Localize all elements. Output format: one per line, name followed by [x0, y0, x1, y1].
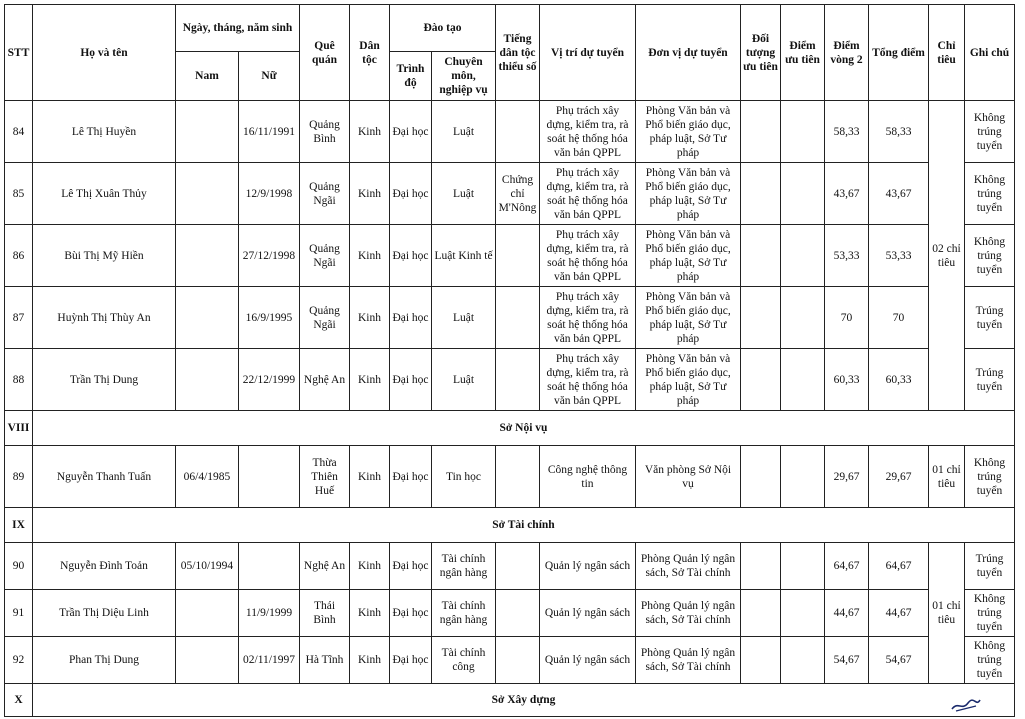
- header-ethnicity: Dân tộc: [350, 5, 390, 101]
- cell-notes: Không trúng tuyển: [965, 163, 1015, 225]
- cell-female-dob: 02/11/1997: [239, 637, 300, 684]
- cell-unit: Phòng Quản lý ngân sách, Sở Tài chính: [636, 590, 741, 637]
- cell-round2-score: 58,33: [825, 101, 869, 163]
- cell-ethnicity: Kinh: [350, 446, 390, 508]
- cell-female-dob: 11/9/1999: [239, 590, 300, 637]
- cell-stt: 87: [5, 287, 33, 349]
- cell-unit: Phòng Quản lý ngân sách, Sở Tài chính: [636, 637, 741, 684]
- cell-priority-group: [741, 543, 781, 590]
- header-notes: Ghi chú: [965, 5, 1015, 101]
- cell-notes: Không trúng tuyển: [965, 225, 1015, 287]
- header-priority-group: Đối tượng ưu tiên: [741, 5, 781, 101]
- cell-notes: Không trúng tuyển: [965, 637, 1015, 684]
- cell-male-dob: 06/4/1985: [176, 446, 239, 508]
- header-total-score: Tổng điểm: [869, 5, 929, 101]
- table-row: [5, 163, 1015, 225]
- cell-priority-group: [741, 446, 781, 508]
- cell-ethnicity: Kinh: [350, 349, 390, 411]
- cell-specialty: Luật: [432, 349, 496, 411]
- cell-name: Bùi Thị Mỹ Hiền: [33, 225, 176, 287]
- cell-hometown: Nghệ An: [300, 349, 350, 411]
- cell-position: Phụ trách xây dựng, kiểm tra, rà soát hệ thống hóa văn bản QPPL: [540, 287, 636, 349]
- cell-ethnicity: Kinh: [350, 637, 390, 684]
- cell-total-score: 53,33: [869, 225, 929, 287]
- cell-position: Phụ trách xây dựng, kiểm tra, rà soát hệ thống hóa văn bản QPPL: [540, 163, 636, 225]
- cell-notes: Không trúng tuyển: [965, 101, 1015, 163]
- header-full-name: Họ và tên: [33, 5, 176, 101]
- cell-unit: Phòng Văn bản và Phổ biến giáo dục, pháp luật, Sở Tư pháp: [636, 349, 741, 411]
- cell-female-dob: 16/9/1995: [239, 287, 300, 349]
- header-male: Nam: [176, 52, 239, 101]
- cell-total-score: 64,67: [869, 543, 929, 590]
- cell-hometown: Quảng Bình: [300, 101, 350, 163]
- cell-notes: Trúng tuyển: [965, 349, 1015, 411]
- cell-minority-language: [496, 101, 540, 163]
- section-row: [5, 684, 1015, 717]
- cell-priority-points: [781, 637, 825, 684]
- cell-stt: 88: [5, 349, 33, 411]
- cell-name: Lê Thị Huyền: [33, 101, 176, 163]
- cell-specialty: Tài chính công: [432, 637, 496, 684]
- cell-position: Quản lý ngân sách: [540, 543, 636, 590]
- cell-position: Phụ trách xây dựng, kiểm tra, rà soát hệ thống hóa văn bản QPPL: [540, 225, 636, 287]
- cell-unit: Phòng Văn bản và Phổ biến giáo dục, pháp luật, Sở Tư pháp: [636, 163, 741, 225]
- cell-priority-group: [741, 349, 781, 411]
- cell-quota: 01 chỉ tiêu: [929, 446, 965, 508]
- cell-male-dob: [176, 287, 239, 349]
- table-row: [5, 590, 1015, 637]
- table-row: [5, 349, 1015, 411]
- header-female: Nữ: [239, 52, 300, 101]
- cell-priority-group: [741, 101, 781, 163]
- cell-level: Đại học: [390, 637, 432, 684]
- section-title: Sở Tài chính: [33, 508, 1015, 543]
- cell-minority-language: [496, 637, 540, 684]
- cell-level: Đại học: [390, 446, 432, 508]
- header-position: Vị trí dự tuyển: [540, 5, 636, 101]
- cell-total-score: 58,33: [869, 101, 929, 163]
- cell-minority-language: Chứng chỉ M'Nông: [496, 163, 540, 225]
- cell-level: Đại học: [390, 349, 432, 411]
- cell-notes: Trúng tuyển: [965, 287, 1015, 349]
- cell-unit: Phòng Văn bản và Phổ biến giáo dục, pháp luật, Sở Tư pháp: [636, 287, 741, 349]
- table-row: [5, 446, 1015, 508]
- cell-specialty: Tin học: [432, 446, 496, 508]
- cell-position: Phụ trách xây dựng, kiểm tra, rà soát hệ thống hóa văn bản QPPL: [540, 101, 636, 163]
- cell-unit: Phòng Quản lý ngân sách, Sở Tài chính: [636, 543, 741, 590]
- cell-minority-language: [496, 349, 540, 411]
- cell-position: Công nghệ thông tin: [540, 446, 636, 508]
- cell-name: Phan Thị Dung: [33, 637, 176, 684]
- cell-priority-points: [781, 101, 825, 163]
- cell-priority-points: [781, 349, 825, 411]
- cell-male-dob: [176, 349, 239, 411]
- document-page: [4, 4, 1015, 717]
- cell-ethnicity: Kinh: [350, 163, 390, 225]
- cell-unit: Văn phòng Sở Nội vụ: [636, 446, 741, 508]
- cell-stt: 89: [5, 446, 33, 508]
- cell-ethnicity: Kinh: [350, 101, 390, 163]
- cell-hometown: Quảng Ngãi: [300, 225, 350, 287]
- cell-specialty: Tài chính ngân hàng: [432, 543, 496, 590]
- cell-level: Đại học: [390, 543, 432, 590]
- cell-female-dob: 22/12/1999: [239, 349, 300, 411]
- cell-notes: Không trúng tuyển: [965, 590, 1015, 637]
- cell-hometown: Nghệ An: [300, 543, 350, 590]
- cell-male-dob: [176, 163, 239, 225]
- cell-round2-score: 43,67: [825, 163, 869, 225]
- cell-level: Đại học: [390, 101, 432, 163]
- section-title: Sở Xây dựng: [33, 684, 1015, 717]
- cell-ethnicity: Kinh: [350, 225, 390, 287]
- cell-priority-points: [781, 590, 825, 637]
- cell-male-dob: [176, 637, 239, 684]
- cell-priority-points: [781, 287, 825, 349]
- cell-priority-points: [781, 225, 825, 287]
- cell-total-score: 70: [869, 287, 929, 349]
- cell-stt: 86: [5, 225, 33, 287]
- cell-minority-language: [496, 543, 540, 590]
- section-title: Sở Nội vụ: [33, 411, 1015, 446]
- cell-ethnicity: Kinh: [350, 543, 390, 590]
- cell-unit: Phòng Văn bản và Phổ biến giáo dục, pháp luật, Sở Tư pháp: [636, 101, 741, 163]
- cell-specialty: Luật: [432, 101, 496, 163]
- cell-notes: Không trúng tuyển: [965, 446, 1015, 508]
- section-number: IX: [5, 508, 33, 543]
- cell-name: Trần Thị Dung: [33, 349, 176, 411]
- cell-quota: 02 chỉ tiêu: [929, 101, 965, 411]
- cell-stt: 91: [5, 590, 33, 637]
- header-quota: Chỉ tiêu: [929, 5, 965, 101]
- cell-total-score: 29,67: [869, 446, 929, 508]
- cell-position: Quản lý ngân sách: [540, 590, 636, 637]
- cell-name: Lê Thị Xuân Thủy: [33, 163, 176, 225]
- cell-name: Nguyễn Đình Toản: [33, 543, 176, 590]
- cell-minority-language: [496, 225, 540, 287]
- cell-priority-points: [781, 163, 825, 225]
- cell-name: Trần Thị Diệu Linh: [33, 590, 176, 637]
- header-training: Đào tạo: [390, 5, 496, 52]
- cell-male-dob: [176, 101, 239, 163]
- cell-female-dob: 12/9/1998: [239, 163, 300, 225]
- cell-ethnicity: Kinh: [350, 287, 390, 349]
- cell-priority-group: [741, 287, 781, 349]
- cell-quota: 01 chỉ tiêu: [929, 543, 965, 684]
- header-minority-language: Tiếng dân tộc thiểu số: [496, 5, 540, 101]
- cell-specialty: Luật: [432, 287, 496, 349]
- cell-priority-group: [741, 225, 781, 287]
- cell-priority-points: [781, 543, 825, 590]
- cell-minority-language: [496, 287, 540, 349]
- cell-specialty: Luật: [432, 163, 496, 225]
- section-number: VIII: [5, 411, 33, 446]
- cell-male-dob: 05/10/1994: [176, 543, 239, 590]
- cell-specialty: Luật Kinh tế: [432, 225, 496, 287]
- cell-priority-points: [781, 446, 825, 508]
- header-specialty: Chuyên môn, nghiệp vụ: [432, 52, 496, 101]
- cell-priority-group: [741, 637, 781, 684]
- cell-hometown: Quảng Ngãi: [300, 163, 350, 225]
- cell-level: Đại học: [390, 590, 432, 637]
- cell-total-score: 44,67: [869, 590, 929, 637]
- cell-name: Huỳnh Thị Thùy An: [33, 287, 176, 349]
- cell-male-dob: [176, 590, 239, 637]
- cell-round2-score: 44,67: [825, 590, 869, 637]
- cell-stt: 84: [5, 101, 33, 163]
- cell-round2-score: 54,67: [825, 637, 869, 684]
- cell-name: Nguyễn Thanh Tuấn: [33, 446, 176, 508]
- table-row: [5, 287, 1015, 349]
- cell-round2-score: 70: [825, 287, 869, 349]
- cell-hometown: Thái Bình: [300, 590, 350, 637]
- cell-notes: Trúng tuyển: [965, 543, 1015, 590]
- cell-position: Quản lý ngân sách: [540, 637, 636, 684]
- cell-round2-score: 60,33: [825, 349, 869, 411]
- header-level: Trình độ: [390, 52, 432, 101]
- header-stt: STT: [5, 5, 33, 101]
- header-round2-score: Điểm vòng 2: [825, 5, 869, 101]
- candidate-results-table: [4, 4, 1015, 717]
- section-number: X: [5, 684, 33, 717]
- cell-round2-score: 53,33: [825, 225, 869, 287]
- cell-hometown: Hà Tĩnh: [300, 637, 350, 684]
- section-row: [5, 508, 1015, 543]
- cell-level: Đại học: [390, 287, 432, 349]
- section-row: [5, 411, 1015, 446]
- signature-mark: [950, 697, 982, 713]
- header-hometown: Quê quán: [300, 5, 350, 101]
- cell-specialty: Tài chính ngân hàng: [432, 590, 496, 637]
- cell-stt: 90: [5, 543, 33, 590]
- cell-unit: Phòng Văn bản và Phổ biến giáo dục, pháp luật, Sở Tư pháp: [636, 225, 741, 287]
- header-date-of-birth: Ngày, tháng, năm sinh: [176, 5, 300, 52]
- cell-minority-language: [496, 590, 540, 637]
- cell-female-dob: [239, 543, 300, 590]
- table-row: [5, 101, 1015, 163]
- header-unit: Đơn vị dự tuyển: [636, 5, 741, 101]
- header-priority-points: Điểm ưu tiên: [781, 5, 825, 101]
- cell-minority-language: [496, 446, 540, 508]
- table-row: [5, 543, 1015, 590]
- cell-stt: 92: [5, 637, 33, 684]
- cell-hometown: Quảng Ngãi: [300, 287, 350, 349]
- cell-level: Đại học: [390, 163, 432, 225]
- cell-total-score: 54,67: [869, 637, 929, 684]
- table-row: [5, 225, 1015, 287]
- cell-round2-score: 64,67: [825, 543, 869, 590]
- cell-male-dob: [176, 225, 239, 287]
- cell-priority-group: [741, 163, 781, 225]
- cell-round2-score: 29,67: [825, 446, 869, 508]
- cell-total-score: 60,33: [869, 349, 929, 411]
- cell-stt: 85: [5, 163, 33, 225]
- cell-ethnicity: Kinh: [350, 590, 390, 637]
- cell-female-dob: 16/11/1991: [239, 101, 300, 163]
- cell-priority-group: [741, 590, 781, 637]
- cell-total-score: 43,67: [869, 163, 929, 225]
- cell-level: Đại học: [390, 225, 432, 287]
- table-row: [5, 637, 1015, 684]
- cell-female-dob: 27/12/1998: [239, 225, 300, 287]
- cell-hometown: Thừa Thiên Huế: [300, 446, 350, 508]
- cell-position: Phụ trách xây dựng, kiểm tra, rà soát hệ thống hóa văn bản QPPL: [540, 349, 636, 411]
- cell-female-dob: [239, 446, 300, 508]
